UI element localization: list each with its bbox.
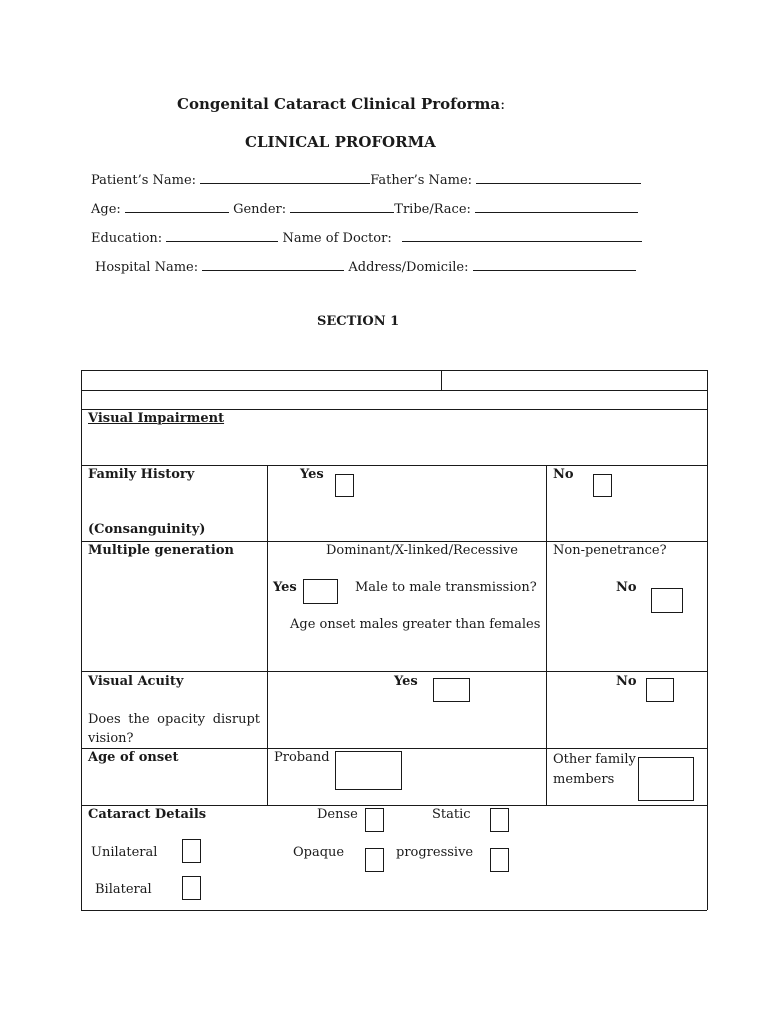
age-field[interactable] [125,199,229,213]
gender-field[interactable] [290,199,394,213]
unilateral-checkbox[interactable] [182,839,201,863]
family-history-label: Family History [88,467,195,482]
bilateral-checkbox[interactable] [182,876,201,900]
consanguinity-label: (Consanguinity) [88,522,206,537]
table-column-divider [441,370,442,390]
table-divider [81,390,707,391]
age-of-onset-label: Age of onset [88,750,179,765]
male-transmission-label: Male to male transmission? [355,580,537,595]
table-border-bottom [81,910,707,911]
dense-checkbox[interactable] [365,808,384,832]
demographics-row-2 [91,199,638,217]
doctor-field[interactable] [402,228,642,242]
table-divider [81,409,707,410]
father-name-label: Father’s Name: [370,173,473,188]
title-colon: : [500,95,506,113]
static-checkbox[interactable] [490,808,509,832]
non-penetrance-label: Non-penetrance? [553,543,667,558]
family-history-yes-label: Yes [300,467,324,482]
demographics-row-1 [91,170,641,188]
visual-acuity-yes-checkbox[interactable] [433,678,470,702]
patient-name-label: Patient’s Name: [91,173,197,188]
address-label: Address/Domicile: [348,260,469,275]
table-column-divider [267,465,268,805]
table-divider [81,541,707,542]
hospital-field[interactable] [202,257,344,271]
proband-box[interactable] [335,751,402,790]
demographics-row-4 [95,257,636,275]
family-history-yes-checkbox[interactable] [335,474,354,497]
age-onset-males-label: Age onset males greater than females [290,617,541,632]
multiple-generation-no-label: No [616,580,637,595]
visual-impairment-label: Visual Impairment [88,411,225,426]
table-divider [81,748,707,749]
multiple-generation-yes-checkbox[interactable] [303,579,338,604]
hospital-label: Hospital Name: [95,260,199,275]
other-family-box[interactable] [638,757,694,801]
opacity-question: Does the opacity disrupt vision? [88,712,260,746]
opaque-label: Opaque [293,845,345,860]
tribe-field[interactable] [475,199,638,213]
dense-label: Dense [317,807,358,822]
multiple-generation-label: Multiple generation [88,543,234,558]
progressive-label: progressive [396,845,474,860]
opaque-checkbox[interactable] [365,848,384,872]
table-divider [81,465,707,466]
education-label: Education: [91,231,163,246]
education-field[interactable] [166,228,278,242]
other-family-label: Other family members [553,752,636,787]
patient-name-field[interactable] [200,170,370,184]
static-label: Static [432,807,471,822]
inheritance-label: Dominant/X-linked/Recessive [326,543,518,558]
family-history-no-checkbox[interactable] [593,474,612,497]
visual-acuity-no-label: No [616,674,637,689]
cataract-details-label: Cataract Details [88,807,207,822]
section-heading: SECTION 1 [317,314,400,329]
multiple-generation-yes-label: Yes [273,580,297,595]
demographics-row-3 [91,228,642,246]
visual-acuity-no-checkbox[interactable] [646,678,674,702]
unilateral-label: Unilateral [91,845,158,860]
multiple-generation-no-checkbox[interactable] [651,588,683,613]
proband-label: Proband [274,750,330,765]
progressive-checkbox[interactable] [490,848,509,872]
family-history-no-label: No [553,467,574,482]
table-border-right [707,370,708,910]
title-text: Congenital Cataract Clinical Proforma [177,95,501,113]
gender-label: Gender: [233,202,287,217]
proforma-heading: CLINICAL PROFORMA [245,133,436,151]
bilateral-label: Bilateral [95,882,152,897]
table-border-top [81,370,707,371]
address-field[interactable] [473,257,636,271]
visual-acuity-label: Visual Acuity [88,674,184,689]
age-label: Age: [91,202,121,217]
table-divider [81,805,707,806]
table-border-left [81,370,82,910]
doctor-label: Name of Doctor: [282,231,392,246]
father-name-field[interactable] [476,170,641,184]
table-divider [81,671,707,672]
table-column-divider [546,465,547,805]
visual-acuity-yes-label: Yes [394,674,418,689]
document-title [177,95,505,113]
tribe-label: Tribe/Race: [394,202,471,217]
